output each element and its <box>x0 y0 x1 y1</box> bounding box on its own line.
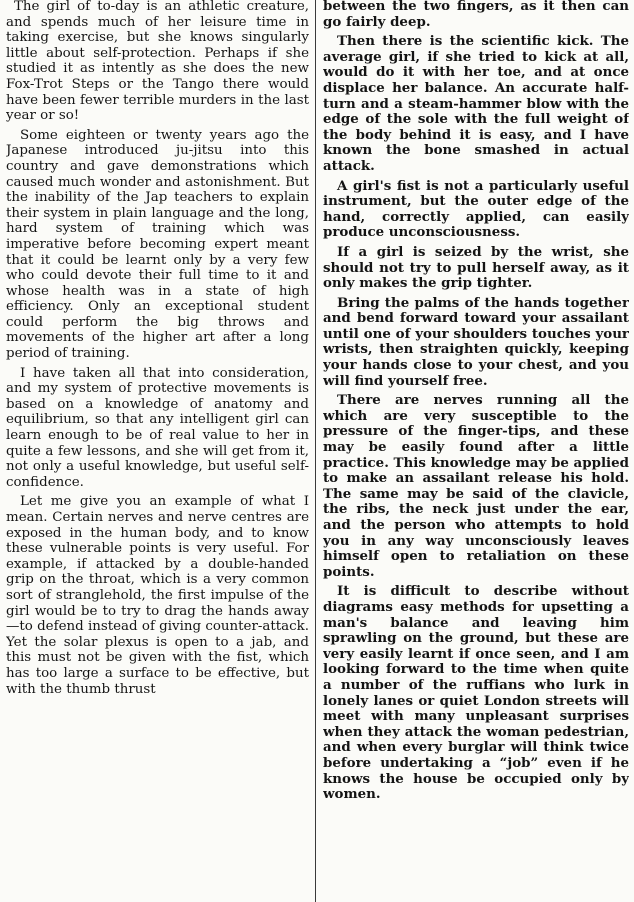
paragraph: Let me give you an example of what I mean. Certain nerves and nerve centres are exposed in the human body, and to know these vulnerable points is very useful. For example, if attacked by a double-handed grip on the throat, which is a very common sort of stranglehold, the first impulse of the girl would be to try to drag the hands away—to defend instead of giving counter-attack. Yet the solar plexus is open to a jab, and this must not be given with the fist, which has too large a surface to be effective, but with the thumb thrust <box>6 494 309 697</box>
paragraph: Bring the palms of the hands together and bend forward toward your assailant until one of your shoulders touches your wrists, then straighten quickly, keeping your hands close to your chest, and you will find yourself free. <box>323 294 629 389</box>
paragraph: The girl of to-day is an athletic creature, and spends much of her leisure time in taking exercise, but she knows singularly little about self-protection. Perhaps if she studied it as intently as she does the new Fox-Trot Steps or the Tango there would have been fewer terrible murders in the last year or so! <box>6 0 309 124</box>
left-column <box>6 0 309 902</box>
right-column <box>323 0 629 902</box>
paragraph: Then there is the scientific kick. The average girl, if she tried to kick at all, would do it with her toe, and at once displace her balance. An accurate half-turn and a steam-hammer blow with the edge of the sole with the full weight of the body behind it is easy, and I have known the bone smashed in actual attack. <box>323 33 629 174</box>
paragraph: between the two fingers, as it then can go fairly deep. <box>323 0 629 30</box>
paragraph: There are nerves running all the which are very susceptible to the pressure of the finger-tips, and these may be easily found after a little practice. This knowledge may be applied to make an assailant release his hold. The same may be said of the clavicle, the ribs, the neck just under the ear, and the person who attempts to hold you in any way unconsciously leaves himself open to retaliation on these points. <box>323 392 629 580</box>
paragraph: It is difficult to describe without diagrams easy methods for upsetting a man's balance and leaving him sprawling on the ground, but these are very easily learnt if once seen, and I am looking forward to the time when quite a number of the ruffians who lurk in lonely lanes or quiet London streets will meet with many unpleasant surprises when they attack the woman pedestrian, and when every burglar will think twice before undertaking a “job” even if he knows the house be occupied only by women. <box>323 583 629 803</box>
paragraph: If a girl is seized by the wrist, she should not try to pull herself away, as it only makes the grip tighter. <box>323 243 629 292</box>
paragraph: A girl's fist is not a particularly useful instrument, but the outer edge of the hand, correctly applied, can easily produce unconsciousness. <box>323 177 629 241</box>
paragraph: Some eighteen or twenty years ago the Japanese introduced ju-jitsu into this country and gave demonstrations which caused much wonder and astonishment. But the inability of the Jap teachers to explain their system in plain language and the long, hard system of training which was imperative before becoming expert meant that it could be learnt only by a very few who could devote their full time to it and whose health was in a state of high efficiency. Only an exceptional student could perform the big throws and movements of the higher art after a long period of training. <box>6 127 309 362</box>
paragraph: I have taken all that into consideration, and my system of protective movements is based on a knowledge of anatomy and equilibrium, so that any intelligent girl can learn enough to be of real value to her in quite a few lessons, and she will get from it, not only a useful knowledge, but useful self-confidence. <box>6 365 309 490</box>
column-divider <box>315 0 316 902</box>
